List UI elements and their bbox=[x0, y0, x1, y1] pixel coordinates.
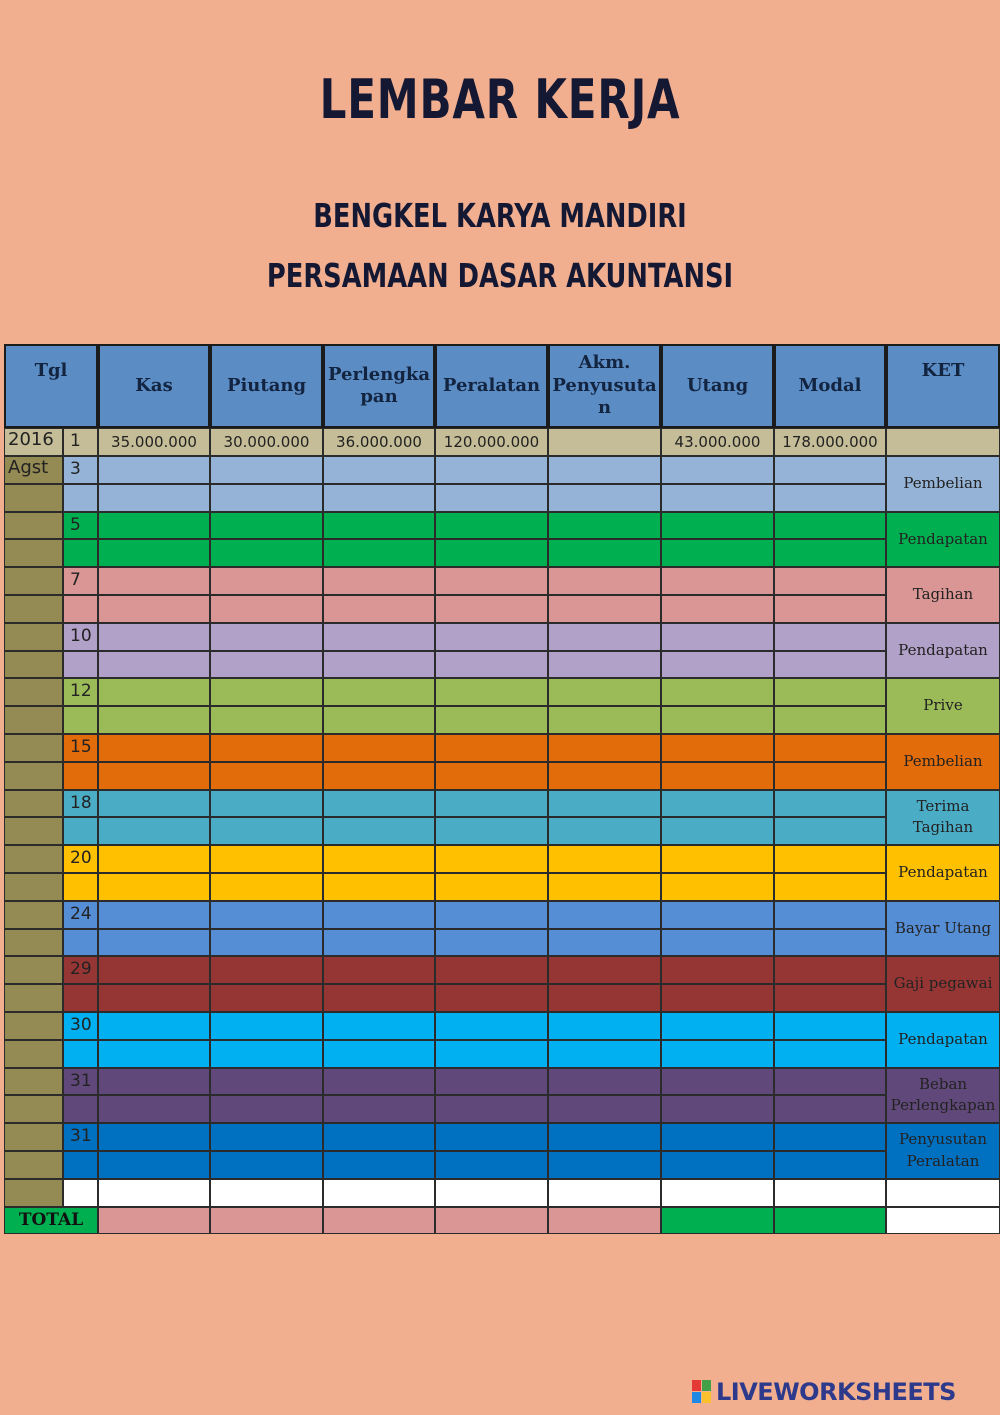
blank-cell bbox=[63, 1179, 98, 1207]
input-cell[interactable] bbox=[661, 456, 774, 484]
input-cell[interactable] bbox=[548, 956, 661, 984]
input-cell[interactable] bbox=[661, 1151, 774, 1179]
worksheet-subtitle: PERSAMAAN DASAR AKUNTANSI bbox=[266, 256, 734, 295]
amount-cell[interactable]: 35.000.000 bbox=[98, 428, 210, 456]
input-cell[interactable] bbox=[323, 762, 435, 790]
input-cell[interactable] bbox=[548, 901, 661, 929]
input-cell[interactable] bbox=[98, 984, 210, 1012]
total-input[interactable] bbox=[210, 1207, 323, 1234]
input-cell[interactable] bbox=[435, 929, 548, 957]
input-cell[interactable] bbox=[548, 678, 661, 706]
input-cell[interactable] bbox=[98, 1123, 210, 1151]
header-ket: KET bbox=[886, 344, 1000, 428]
input-cell[interactable] bbox=[323, 651, 435, 679]
input-cell[interactable] bbox=[210, 484, 323, 512]
input-cell[interactable] bbox=[98, 1040, 210, 1068]
input-cell[interactable] bbox=[435, 901, 548, 929]
ket-cell: Pendapatan bbox=[886, 1012, 1000, 1068]
input-cell[interactable] bbox=[548, 512, 661, 540]
input-cell[interactable] bbox=[661, 901, 774, 929]
input-cell[interactable] bbox=[323, 567, 435, 595]
input-cell[interactable] bbox=[774, 873, 886, 901]
input-cell[interactable] bbox=[661, 651, 774, 679]
input-cell[interactable] bbox=[548, 873, 661, 901]
amount-cell[interactable]: 43.000.000 bbox=[661, 428, 774, 456]
input-cell[interactable] bbox=[435, 1012, 548, 1040]
month-cell: Agst bbox=[4, 456, 63, 484]
input-cell[interactable] bbox=[774, 706, 886, 734]
ket-cell: Beban Perlengkapan bbox=[886, 1068, 1000, 1124]
input-cell[interactable] bbox=[774, 1151, 886, 1179]
total-input[interactable] bbox=[435, 1207, 548, 1234]
input-cell[interactable] bbox=[98, 456, 210, 484]
input-cell[interactable] bbox=[661, 734, 774, 762]
blank-cell[interactable] bbox=[886, 1179, 1000, 1207]
day-cell bbox=[63, 595, 98, 623]
blank-cell[interactable] bbox=[661, 1179, 774, 1207]
month-cell bbox=[4, 790, 63, 818]
input-cell[interactable] bbox=[774, 512, 886, 540]
input-cell[interactable] bbox=[210, 790, 323, 818]
input-cell[interactable] bbox=[98, 790, 210, 818]
input-cell[interactable] bbox=[210, 845, 323, 873]
month-cell bbox=[4, 1068, 63, 1096]
input-cell[interactable] bbox=[435, 817, 548, 845]
total-input[interactable] bbox=[774, 1207, 886, 1234]
input-cell[interactable] bbox=[323, 790, 435, 818]
input-cell[interactable] bbox=[98, 706, 210, 734]
input-cell[interactable] bbox=[774, 901, 886, 929]
input-cell[interactable] bbox=[210, 956, 323, 984]
month-cell bbox=[4, 1040, 63, 1068]
input-cell[interactable] bbox=[98, 817, 210, 845]
total-input[interactable] bbox=[661, 1207, 774, 1234]
blank-cell[interactable] bbox=[210, 1179, 323, 1207]
input-cell[interactable] bbox=[323, 984, 435, 1012]
input-cell[interactable] bbox=[210, 1123, 323, 1151]
month-cell bbox=[4, 623, 63, 651]
input-cell[interactable] bbox=[210, 512, 323, 540]
input-cell[interactable] bbox=[661, 790, 774, 818]
input-cell[interactable] bbox=[210, 623, 323, 651]
input-cell[interactable] bbox=[548, 929, 661, 957]
day-cell: 29 bbox=[63, 956, 98, 984]
input-cell[interactable] bbox=[774, 567, 886, 595]
month-cell bbox=[4, 595, 63, 623]
month-cell bbox=[4, 706, 63, 734]
amount-cell[interactable]: 36.000.000 bbox=[323, 428, 435, 456]
day-cell: 15 bbox=[63, 734, 98, 762]
input-cell[interactable] bbox=[774, 678, 886, 706]
input-cell[interactable] bbox=[210, 817, 323, 845]
input-cell[interactable] bbox=[98, 539, 210, 567]
input-cell[interactable] bbox=[98, 595, 210, 623]
ket-cell: Penyusutan Peralatan bbox=[886, 1123, 1000, 1179]
input-cell[interactable] bbox=[323, 873, 435, 901]
header-col-3: Perlengka pan bbox=[323, 344, 435, 428]
input-cell[interactable] bbox=[435, 984, 548, 1012]
input-cell[interactable] bbox=[661, 762, 774, 790]
input-cell[interactable] bbox=[435, 734, 548, 762]
input-cell[interactable] bbox=[323, 1123, 435, 1151]
input-cell[interactable] bbox=[210, 762, 323, 790]
input-cell[interactable] bbox=[323, 956, 435, 984]
month-cell bbox=[4, 762, 63, 790]
month-cell bbox=[4, 651, 63, 679]
blank-cell[interactable] bbox=[98, 1179, 210, 1207]
liveworksheets-logo-icon bbox=[692, 1380, 712, 1404]
input-cell[interactable] bbox=[774, 1123, 886, 1151]
input-cell[interactable] bbox=[435, 845, 548, 873]
input-cell[interactable] bbox=[323, 929, 435, 957]
input-cell[interactable] bbox=[548, 651, 661, 679]
input-cell[interactable] bbox=[774, 1068, 886, 1096]
input-cell[interactable] bbox=[661, 845, 774, 873]
company-name: BENGKEL KARYA MANDIRI bbox=[313, 196, 687, 235]
input-cell[interactable] bbox=[435, 539, 548, 567]
input-cell[interactable] bbox=[98, 1012, 210, 1040]
input-cell[interactable] bbox=[210, 1040, 323, 1068]
ket-cell: Terima Tagihan bbox=[886, 790, 1000, 846]
total-label: TOTAL bbox=[4, 1207, 98, 1234]
page-title: LEMBAR KERJA bbox=[319, 68, 681, 131]
input-cell[interactable] bbox=[98, 734, 210, 762]
amount-cell[interactable] bbox=[548, 428, 661, 456]
input-cell[interactable] bbox=[548, 1123, 661, 1151]
input-cell[interactable] bbox=[323, 706, 435, 734]
ket-cell: Pembelian bbox=[886, 734, 1000, 790]
day-cell bbox=[63, 984, 98, 1012]
month-cell bbox=[4, 956, 63, 984]
input-cell[interactable] bbox=[435, 484, 548, 512]
day-cell: 24 bbox=[63, 901, 98, 929]
input-cell[interactable] bbox=[210, 595, 323, 623]
input-cell[interactable] bbox=[774, 1012, 886, 1040]
input-cell[interactable] bbox=[210, 539, 323, 567]
input-cell[interactable] bbox=[774, 845, 886, 873]
month-cell bbox=[4, 484, 63, 512]
day-cell: 31 bbox=[63, 1068, 98, 1096]
day-cell bbox=[63, 817, 98, 845]
input-cell[interactable] bbox=[98, 1095, 210, 1123]
day-cell bbox=[63, 484, 98, 512]
blank-cell[interactable] bbox=[323, 1179, 435, 1207]
header-col-5: Akm. Penyusuta n bbox=[548, 344, 661, 428]
amount-cell[interactable]: 30.000.000 bbox=[210, 428, 323, 456]
input-cell[interactable] bbox=[774, 623, 886, 651]
input-cell[interactable] bbox=[323, 1068, 435, 1096]
input-cell[interactable] bbox=[661, 956, 774, 984]
liveworksheets-logo bbox=[692, 1377, 956, 1407]
input-cell[interactable] bbox=[661, 984, 774, 1012]
input-cell[interactable] bbox=[661, 929, 774, 957]
input-cell[interactable] bbox=[98, 567, 210, 595]
input-cell[interactable] bbox=[548, 595, 661, 623]
input-cell[interactable] bbox=[323, 901, 435, 929]
input-cell[interactable] bbox=[548, 567, 661, 595]
input-cell[interactable] bbox=[435, 567, 548, 595]
input-cell[interactable] bbox=[435, 762, 548, 790]
ket-cell: Pembelian bbox=[886, 456, 1000, 512]
day-cell: 3 bbox=[63, 456, 98, 484]
day-cell bbox=[63, 1040, 98, 1068]
input-cell[interactable] bbox=[323, 484, 435, 512]
month-cell bbox=[4, 1179, 63, 1207]
blank-cell[interactable] bbox=[548, 1179, 661, 1207]
day-cell bbox=[63, 706, 98, 734]
input-cell[interactable] bbox=[323, 456, 435, 484]
month-cell bbox=[4, 901, 63, 929]
input-cell[interactable] bbox=[661, 1068, 774, 1096]
input-cell[interactable] bbox=[661, 1123, 774, 1151]
input-cell[interactable] bbox=[210, 1012, 323, 1040]
month-cell bbox=[4, 567, 63, 595]
input-cell[interactable] bbox=[435, 1151, 548, 1179]
month-cell bbox=[4, 1095, 63, 1123]
input-cell[interactable] bbox=[98, 762, 210, 790]
ket-cell[interactable] bbox=[886, 428, 1000, 456]
input-cell[interactable] bbox=[774, 595, 886, 623]
ket-cell: Pendapatan bbox=[886, 512, 1000, 568]
input-cell[interactable] bbox=[661, 817, 774, 845]
input-cell[interactable] bbox=[774, 956, 886, 984]
input-cell[interactable] bbox=[98, 651, 210, 679]
header-col-4: Peralatan bbox=[435, 344, 548, 428]
input-cell[interactable] bbox=[774, 484, 886, 512]
input-cell[interactable] bbox=[661, 1095, 774, 1123]
month-cell bbox=[4, 1151, 63, 1179]
input-cell[interactable] bbox=[435, 456, 548, 484]
month-cell bbox=[4, 984, 63, 1012]
month-cell bbox=[4, 512, 63, 540]
month-cell bbox=[4, 845, 63, 873]
input-cell[interactable] bbox=[661, 484, 774, 512]
input-cell[interactable] bbox=[661, 512, 774, 540]
input-cell[interactable] bbox=[774, 1040, 886, 1068]
input-cell[interactable] bbox=[98, 623, 210, 651]
input-cell[interactable] bbox=[98, 678, 210, 706]
day-cell bbox=[63, 1151, 98, 1179]
day-cell: 12 bbox=[63, 678, 98, 706]
input-cell[interactable] bbox=[774, 929, 886, 957]
input-cell[interactable] bbox=[98, 929, 210, 957]
input-cell[interactable] bbox=[548, 1151, 661, 1179]
input-cell[interactable] bbox=[435, 873, 548, 901]
input-cell[interactable] bbox=[435, 678, 548, 706]
month-cell bbox=[4, 817, 63, 845]
blank-cell[interactable] bbox=[435, 1179, 548, 1207]
input-cell[interactable] bbox=[774, 539, 886, 567]
month-cell bbox=[4, 873, 63, 901]
input-cell[interactable] bbox=[323, 623, 435, 651]
input-cell[interactable] bbox=[210, 567, 323, 595]
input-cell[interactable] bbox=[323, 734, 435, 762]
input-cell[interactable] bbox=[98, 1151, 210, 1179]
input-cell[interactable] bbox=[98, 1068, 210, 1096]
input-cell[interactable] bbox=[661, 678, 774, 706]
input-cell[interactable] bbox=[210, 651, 323, 679]
total-input[interactable] bbox=[886, 1207, 1000, 1234]
input-cell[interactable] bbox=[210, 984, 323, 1012]
input-cell[interactable] bbox=[210, 929, 323, 957]
input-cell[interactable] bbox=[323, 1040, 435, 1068]
input-cell[interactable] bbox=[210, 456, 323, 484]
input-cell[interactable] bbox=[661, 567, 774, 595]
input-cell[interactable] bbox=[435, 706, 548, 734]
input-cell[interactable] bbox=[323, 539, 435, 567]
input-cell[interactable] bbox=[548, 456, 661, 484]
input-cell[interactable] bbox=[435, 1123, 548, 1151]
input-cell[interactable] bbox=[774, 651, 886, 679]
input-cell[interactable] bbox=[98, 901, 210, 929]
input-cell[interactable] bbox=[98, 873, 210, 901]
month-cell bbox=[4, 539, 63, 567]
input-cell[interactable] bbox=[435, 651, 548, 679]
input-cell[interactable] bbox=[774, 817, 886, 845]
input-cell[interactable] bbox=[210, 734, 323, 762]
month-cell bbox=[4, 678, 63, 706]
input-cell[interactable] bbox=[323, 817, 435, 845]
input-cell[interactable] bbox=[548, 1040, 661, 1068]
header-col-2: Piutang bbox=[210, 344, 323, 428]
input-cell[interactable] bbox=[210, 901, 323, 929]
header-tgl: Tgl bbox=[4, 344, 98, 428]
input-cell[interactable] bbox=[98, 956, 210, 984]
total-input[interactable] bbox=[98, 1207, 210, 1234]
input-cell[interactable] bbox=[548, 1095, 661, 1123]
month-cell bbox=[4, 1123, 63, 1151]
input-cell[interactable] bbox=[774, 1095, 886, 1123]
month-cell bbox=[4, 1012, 63, 1040]
day-cell: 31 bbox=[63, 1123, 98, 1151]
watermark-text: LIVEWORKSHEETS bbox=[716, 1378, 956, 1406]
input-cell[interactable] bbox=[548, 845, 661, 873]
input-cell[interactable] bbox=[548, 790, 661, 818]
month-cell bbox=[4, 734, 63, 762]
input-cell[interactable] bbox=[661, 595, 774, 623]
accounting-worksheet-table bbox=[4, 344, 1000, 1234]
input-cell[interactable] bbox=[210, 678, 323, 706]
input-cell[interactable] bbox=[323, 1012, 435, 1040]
input-cell[interactable] bbox=[435, 790, 548, 818]
ket-cell: Gaji pegawai bbox=[886, 956, 1000, 1012]
total-input[interactable] bbox=[323, 1207, 435, 1234]
input-cell[interactable] bbox=[323, 595, 435, 623]
input-cell[interactable] bbox=[435, 595, 548, 623]
day-cell bbox=[63, 651, 98, 679]
input-cell[interactable] bbox=[548, 706, 661, 734]
input-cell[interactable] bbox=[548, 1012, 661, 1040]
header-col-7: Modal bbox=[774, 344, 886, 428]
input-cell[interactable] bbox=[548, 484, 661, 512]
input-cell[interactable] bbox=[435, 623, 548, 651]
day-cell: 1 bbox=[63, 428, 98, 456]
input-cell[interactable] bbox=[548, 539, 661, 567]
input-cell[interactable] bbox=[661, 539, 774, 567]
input-cell[interactable] bbox=[548, 623, 661, 651]
month-cell bbox=[4, 929, 63, 957]
input-cell[interactable] bbox=[435, 1040, 548, 1068]
day-cell: 20 bbox=[63, 845, 98, 873]
day-cell bbox=[63, 762, 98, 790]
input-cell[interactable] bbox=[435, 956, 548, 984]
input-cell[interactable] bbox=[210, 873, 323, 901]
day-cell: 18 bbox=[63, 790, 98, 818]
input-cell[interactable] bbox=[774, 734, 886, 762]
day-cell bbox=[63, 929, 98, 957]
input-cell[interactable] bbox=[774, 790, 886, 818]
day-cell bbox=[63, 539, 98, 567]
input-cell[interactable] bbox=[98, 484, 210, 512]
ket-cell: Bayar Utang bbox=[886, 901, 1000, 957]
input-cell[interactable] bbox=[210, 1068, 323, 1096]
amount-cell[interactable]: 120.000.000 bbox=[435, 428, 548, 456]
input-cell[interactable] bbox=[435, 512, 548, 540]
day-cell bbox=[63, 873, 98, 901]
input-cell[interactable] bbox=[548, 817, 661, 845]
input-cell[interactable] bbox=[774, 456, 886, 484]
day-cell: 30 bbox=[63, 1012, 98, 1040]
input-cell[interactable] bbox=[98, 845, 210, 873]
input-cell[interactable] bbox=[210, 1095, 323, 1123]
input-cell[interactable] bbox=[98, 512, 210, 540]
header-col-6: Utang bbox=[661, 344, 774, 428]
ket-cell: Prive bbox=[886, 678, 1000, 734]
input-cell[interactable] bbox=[323, 678, 435, 706]
input-cell[interactable] bbox=[323, 1095, 435, 1123]
input-cell[interactable] bbox=[661, 1040, 774, 1068]
ket-cell: Tagihan bbox=[886, 567, 1000, 623]
input-cell[interactable] bbox=[435, 1095, 548, 1123]
input-cell[interactable] bbox=[323, 1151, 435, 1179]
input-cell[interactable] bbox=[661, 873, 774, 901]
day-cell bbox=[63, 1095, 98, 1123]
input-cell[interactable] bbox=[210, 706, 323, 734]
input-cell[interactable] bbox=[774, 762, 886, 790]
total-input[interactable] bbox=[548, 1207, 661, 1234]
input-cell[interactable] bbox=[548, 984, 661, 1012]
header-col-1: Kas bbox=[98, 344, 210, 428]
input-cell[interactable] bbox=[548, 762, 661, 790]
input-cell[interactable] bbox=[661, 623, 774, 651]
day-cell: 5 bbox=[63, 512, 98, 540]
input-cell[interactable] bbox=[548, 734, 661, 762]
input-cell[interactable] bbox=[323, 845, 435, 873]
ket-cell: Pendapatan bbox=[886, 623, 1000, 679]
input-cell[interactable] bbox=[774, 984, 886, 1012]
input-cell[interactable] bbox=[661, 1012, 774, 1040]
amount-cell[interactable]: 178.000.000 bbox=[774, 428, 886, 456]
day-cell: 10 bbox=[63, 623, 98, 651]
year-cell: 2016 bbox=[4, 428, 63, 456]
input-cell[interactable] bbox=[323, 512, 435, 540]
input-cell[interactable] bbox=[435, 1068, 548, 1096]
input-cell[interactable] bbox=[548, 1068, 661, 1096]
day-cell: 7 bbox=[63, 567, 98, 595]
input-cell[interactable] bbox=[210, 1151, 323, 1179]
ket-cell: Pendapatan bbox=[886, 845, 1000, 901]
input-cell[interactable] bbox=[661, 706, 774, 734]
blank-cell[interactable] bbox=[774, 1179, 886, 1207]
